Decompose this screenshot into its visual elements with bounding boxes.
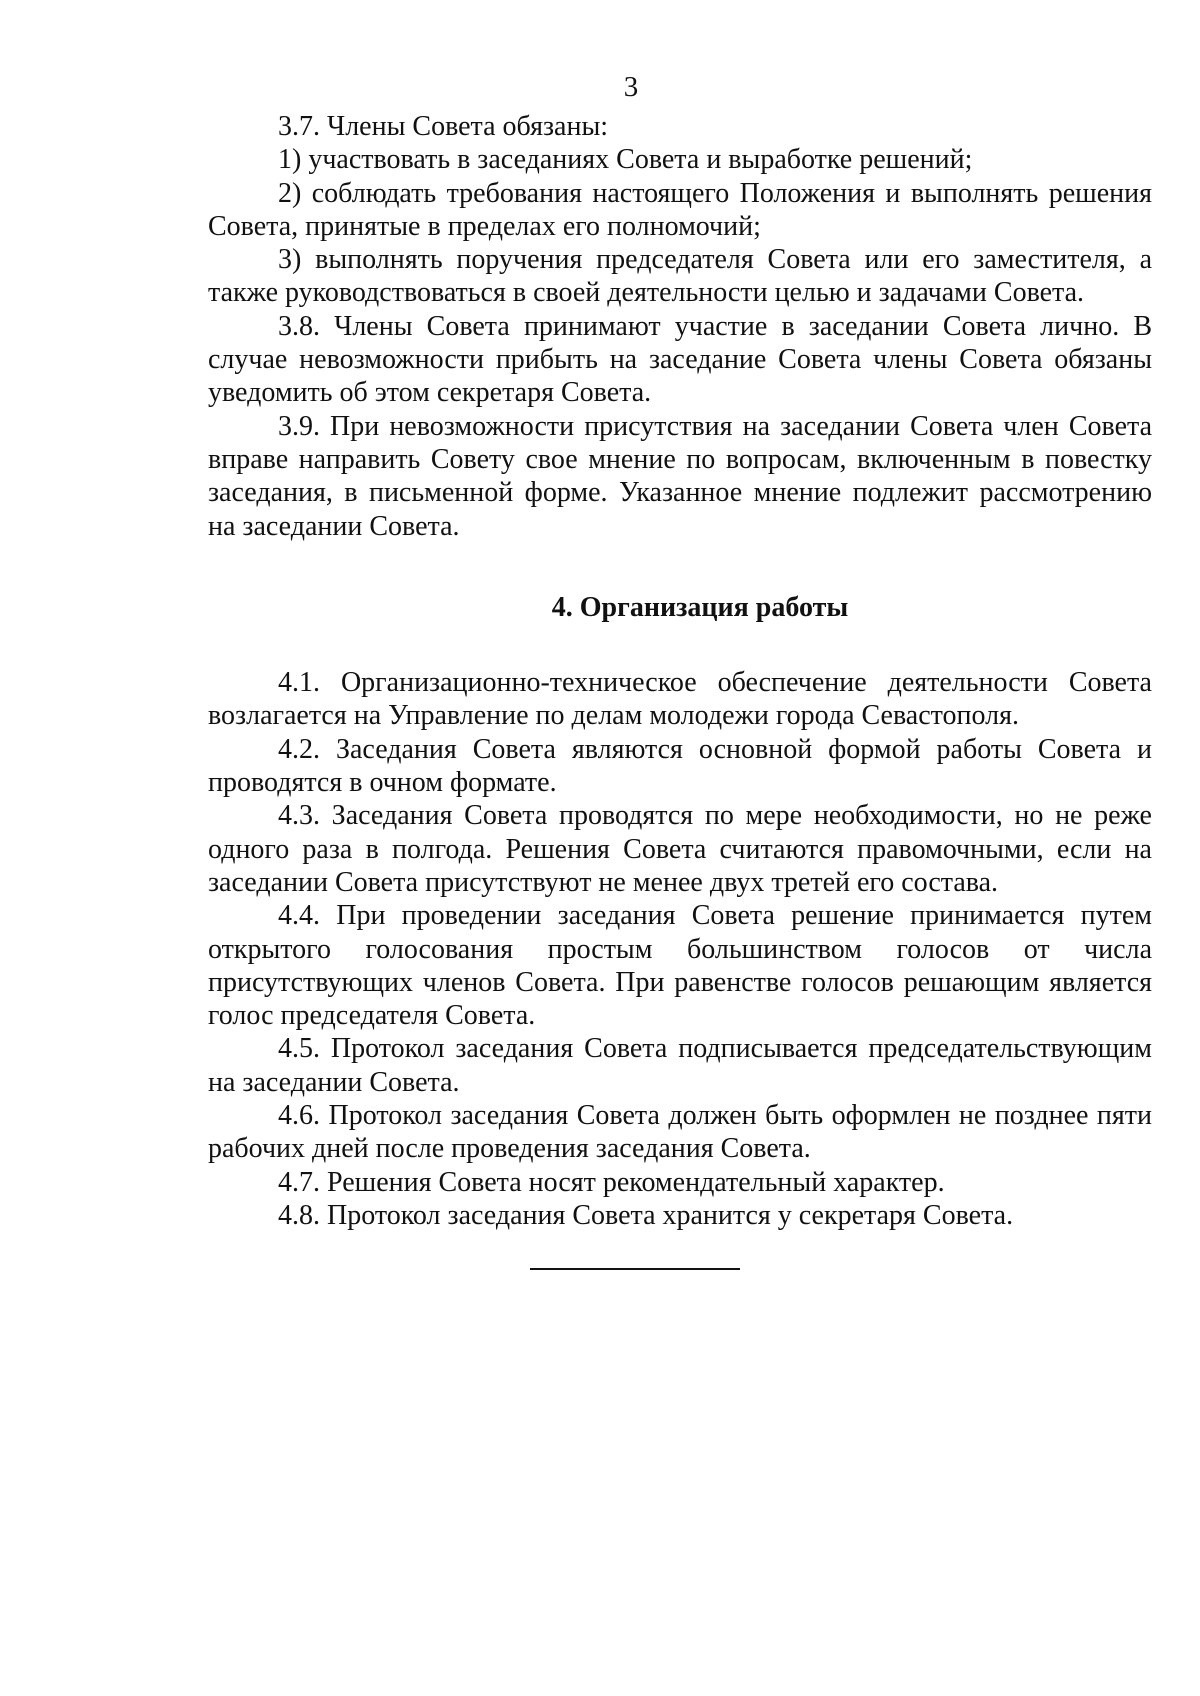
paragraph-4-5: 4.5. Протокол заседания Совета подписывается председательствующим на заседании Совета.	[208, 1033, 1152, 1098]
document-body	[208, 110, 1152, 1270]
paragraph-3-9: 3.9. При невозможности присутствия на заседании Совета член Совета вправе направить Совету свое мнение по вопросам, включенным в повестку заседания, в письменной форме. Указанное мнение подлежит рассмотрению на заседании Совета.	[208, 410, 1152, 542]
paragraph-4-2: 4.2. Заседания Совета являются основной формой работы Совета и проводятся в очном формате.	[208, 733, 1152, 799]
paragraph-4-6: 4.6. Протокол заседания Совета должен быть оформлен не позднее пяти рабочих дней после проведения заседания Совета.	[208, 1100, 1152, 1165]
paragraph-4-1: 4.1. Организационно-техническое обеспечение деятельности Совета возлагается на Управление по делам молодежи города Севастополя.	[208, 667, 1152, 732]
list-item-3-7-3: 3) выполнять поручения председателя Совета или его заместителя, а также руководствоваться в своей деятельности целью и задачами Совета.	[208, 244, 1152, 309]
paragraph-4-8: 4.8. Протокол заседания Совета хранится у секретаря Совета.	[278, 1199, 1014, 1231]
paragraph-4-3: 4.3. Заседания Совета проводятся по мере необходимости, но не реже одного раза в полгода. Решения Совета считаются правомочными, если на заседании Совета присутствуют не менее двух третей его состава.	[208, 800, 1152, 898]
paragraph-4-7: 4.7. Решения Совета носят рекомендательный характер.	[278, 1166, 945, 1198]
paragraph-4-4: 4.4. При проведении заседания Совета решение принимается путем открытого голосования простым большинством голосов от числа присутствующих членов Совета. При равенстве голосов решающим является голос председателя Совета.	[208, 900, 1152, 1032]
paragraph-3-8: 3.8. Члены Совета принимают участие в заседании Совета лично. В случае невозможности прибыть на заседание Совета члены Совета обязаны уведомить об этом секретаря Совета.	[208, 310, 1152, 409]
section-heading-4: 4. Организация работы	[551, 591, 849, 623]
list-item-3-7-2: 2) соблюдать требования настоящего Положения и выполнять решения Совета, принятые в пределах его полномочий;	[208, 177, 1152, 242]
list-item-3-7-1: 1) участвовать в заседаниях Совета и выработке решений;	[278, 144, 973, 176]
page-number: 3	[623, 71, 639, 103]
end-of-document-line	[530, 1268, 740, 1270]
paragraph-3-7: 3.7. Члены Совета обязаны:	[278, 111, 609, 142]
